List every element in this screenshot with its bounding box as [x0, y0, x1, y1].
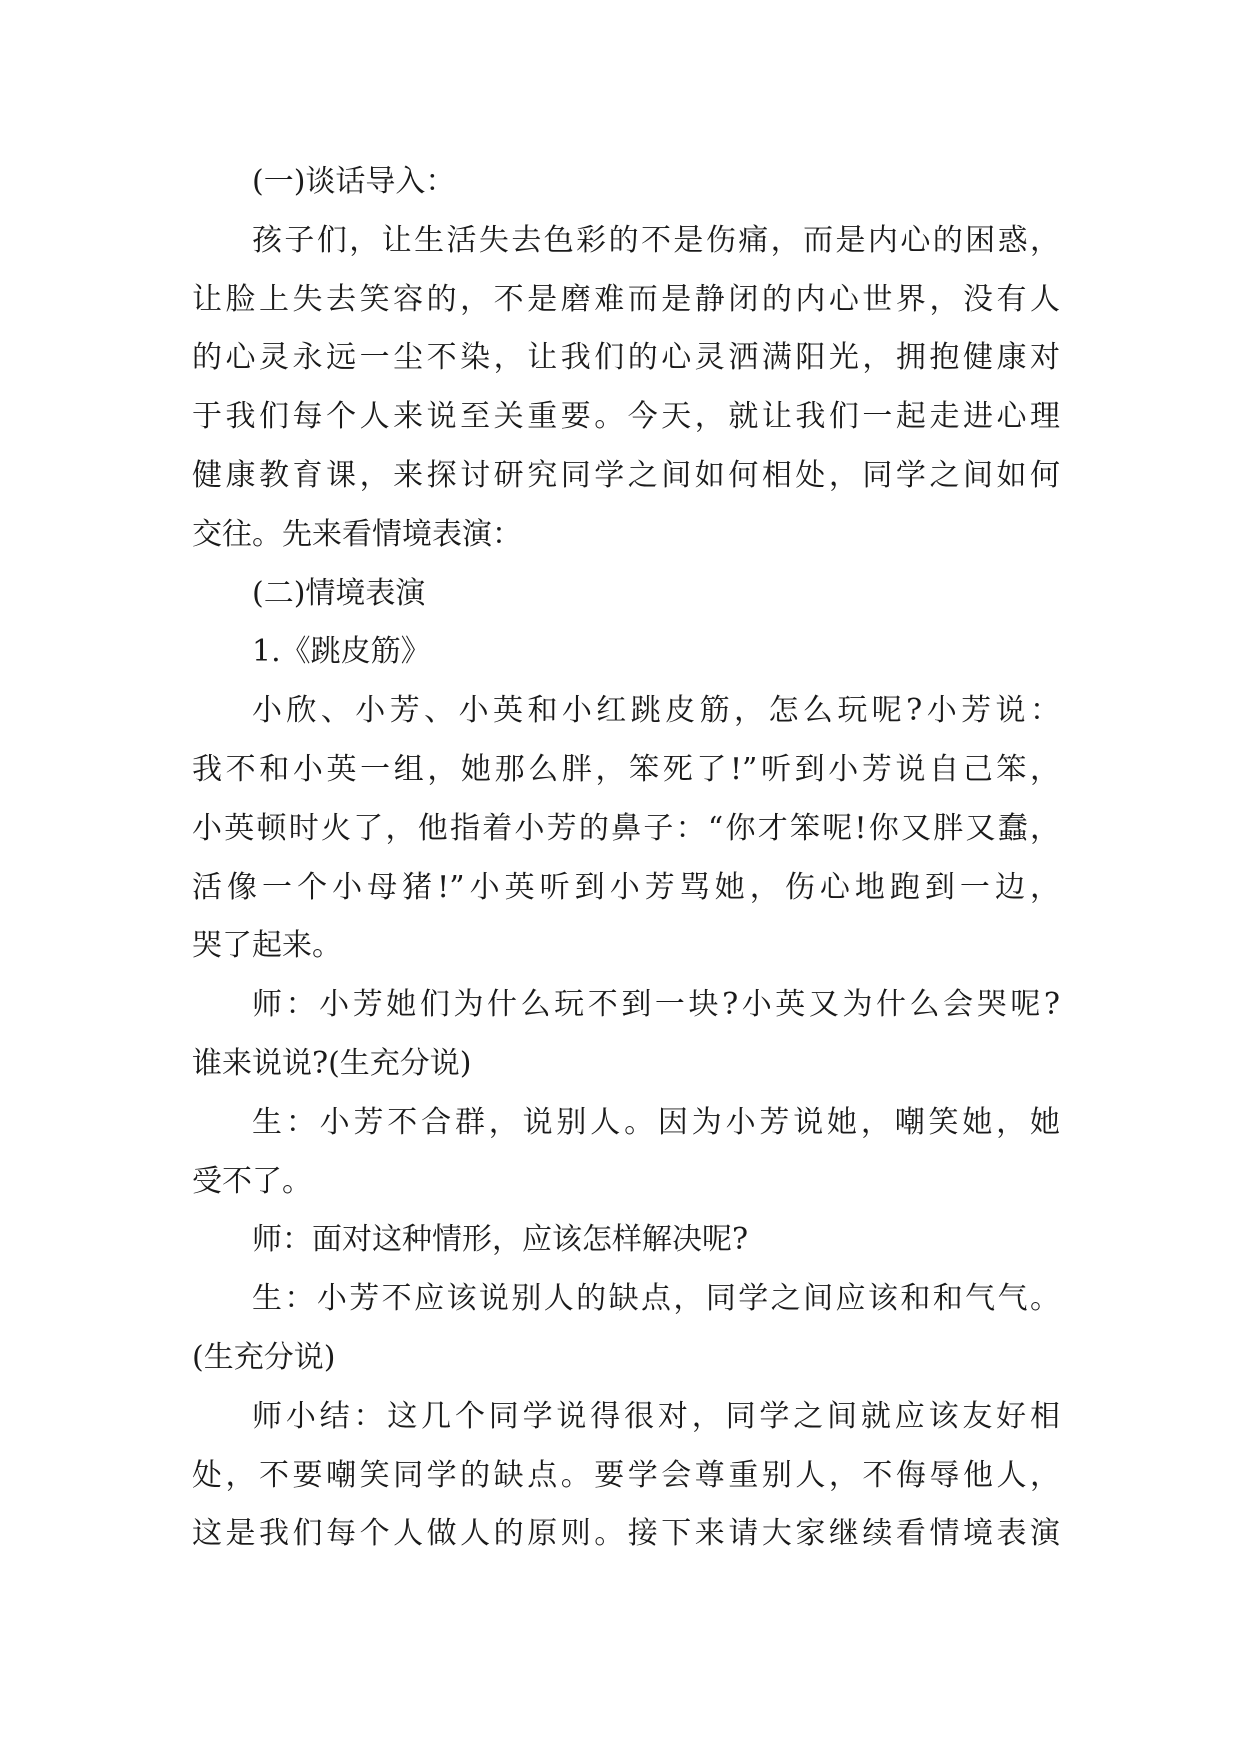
text-line: 生：小芳不应该说别人的缺点，同学之间应该和和气气。	[252, 1281, 1060, 1317]
text-line: 活像一个小母猪!”小英听到小芳骂她，伤心地跑到一边，	[192, 869, 1060, 905]
text-line: (一)谈话导入：	[252, 164, 456, 199]
text-line: 受不了。	[192, 1163, 312, 1199]
text-line: 小英顿时火了，他指着小芳的鼻子：“你才笨呢!你又胖又蠢，	[192, 810, 1060, 846]
text-line: 这是我们每个人做人的原则。接下来请大家继续看情境表演	[192, 1516, 1060, 1552]
text-line: 师：小芳她们为什么玩不到一块?小英又为什么会哭呢?	[252, 987, 1060, 1023]
text-line: 我不和小英一组，她那么胖，笨死了!”听到小芳说自己笨，	[192, 751, 1060, 787]
text-line: 处，不要嘲笑同学的缺点。要学会尊重别人，不侮辱他人，	[192, 1457, 1060, 1493]
text-line: 生：小芳不合群，说别人。因为小芳说她，嘲笑她，她	[252, 1104, 1060, 1140]
text-line: 师小结：这几个同学说得很对，同学之间就应该友好相	[252, 1398, 1060, 1434]
text-line: 谁来说说?(生充分说)	[192, 1045, 472, 1081]
text-line: (二)情境表演	[252, 575, 426, 611]
text-line: 小欣、小芳、小英和小红跳皮筋，怎么玩呢?小芳说：	[252, 693, 1060, 729]
text-line: 让脸上失去笑容的，不是磨难而是静闭的内心世界，没有人	[192, 281, 1060, 317]
text-line: 哭了起来。	[192, 928, 342, 964]
text-line: 于我们每个人来说至关重要。今天，就让我们一起走进心理	[192, 399, 1060, 435]
text-line: 孩子们，让生活失去色彩的不是伤痛，而是内心的困惑，	[252, 222, 1060, 258]
document-body	[192, 153, 1060, 1564]
text-line: 师：面对这种情形，应该怎样解决呢?	[252, 1222, 749, 1258]
text-line: 健康教育课，来探讨研究同学之间如何相处，同学之间如何	[192, 457, 1060, 493]
text-line: 1.《跳皮筋》	[252, 634, 431, 670]
text-line: 交往。先来看情境表演：	[192, 516, 522, 552]
text-line: (生充分说)	[192, 1339, 336, 1375]
text-line: 的心灵永远一尘不染，让我们的心灵洒满阳光，拥抱健康对	[192, 340, 1060, 376]
